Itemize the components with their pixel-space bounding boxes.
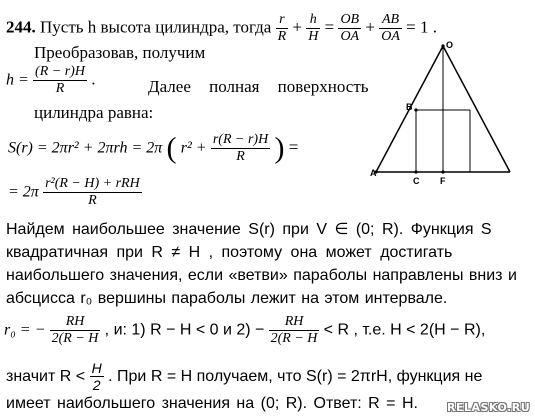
ratio-fraction-ob: $\frac{OB}{OA}$ (340, 12, 360, 45)
plus-sign: + (292, 17, 302, 37)
half-h-fraction: $\frac{H}{2}$ (91, 360, 102, 394)
watermark: RELASKO.RU (447, 401, 531, 414)
analysis-line-4: абсцисса r₀ вершины параболы лежит на этом интервале. (6, 290, 448, 307)
transform-label: Преобразовав, получим (34, 43, 206, 62)
ratio-fraction-r: $\frac{r}{R}$ (277, 12, 287, 45)
further-text: Далее полная поверхность (148, 77, 369, 96)
surface-result-fraction: $\frac{\text{r²(R − H) + rRH}}{R}$ (45, 176, 140, 209)
h-fraction: $\frac{(R - r)H}{R}$ (35, 64, 85, 97)
condition-fraction: $\frac{RH}{2(R - H}$ (270, 314, 318, 347)
label-f: F (440, 176, 446, 186)
h-formula: h = $\frac{(R - r)H}{R}$ . (6, 64, 96, 97)
label-c: C (413, 176, 420, 186)
analysis-line-3: наибольшего значения, если «ветви» параболы направлены вниз и (6, 267, 517, 284)
analysis-line-2: квадратичная при R ≠ H , поэтому она может достигать (6, 244, 453, 261)
equals-sign: = (324, 17, 335, 37)
problem-number: 244. (6, 17, 36, 37)
analysis-line-1: Найдем наибольшее значение S(r) при V ∈ (0; R). Функция S (6, 221, 492, 238)
intro-text: Пусть h высота цилиндра, тогда (40, 17, 272, 37)
conclusion-line-1: значит R < $\frac{H}{2}$ . При R = H получаем, что S(r) = 2πrH, функция не (6, 360, 483, 394)
conclusion-line-2: имеет наибольшего значения на (0; R). Ответ: R = H. (6, 395, 418, 412)
label-a: A (370, 168, 377, 178)
label-o: O (446, 40, 454, 50)
vertex-condition: r₀ = − $\frac{RH}{2(R - H}$ , и: 1) R − H < 0 и 2) − $\frac{RH}{2(R - H}$ < R , т.е. H < 2(H − R), (4, 314, 486, 347)
vertex-fraction: $\frac{RH}{2(R - H}$ (51, 314, 99, 347)
cone-right-edge (443, 46, 510, 172)
ratio-fraction-ab: $\frac{AB}{OA}$ (381, 12, 400, 45)
cylinder-text: цилиндра равна: (34, 103, 154, 122)
surface-inner-fraction: $\frac{r(R - r)H}{R}$ (212, 132, 269, 165)
surface-formula: S(r) = 2πr² + 2πrh = 2π ( r² + $\frac{r(R - r)H}{R}$ ) = (8, 131, 299, 165)
ratio-fraction-h: $\frac{h}{H}$ (308, 12, 319, 45)
cone-cylinder-figure (370, 38, 530, 188)
plus-sign: + (365, 17, 375, 37)
surface-formula-2: = 2π $\frac{\text{r²(R − H) + rRH}}{R}$ (8, 176, 140, 209)
label-b: B (406, 102, 413, 112)
equals-one: = 1 . (406, 17, 437, 37)
